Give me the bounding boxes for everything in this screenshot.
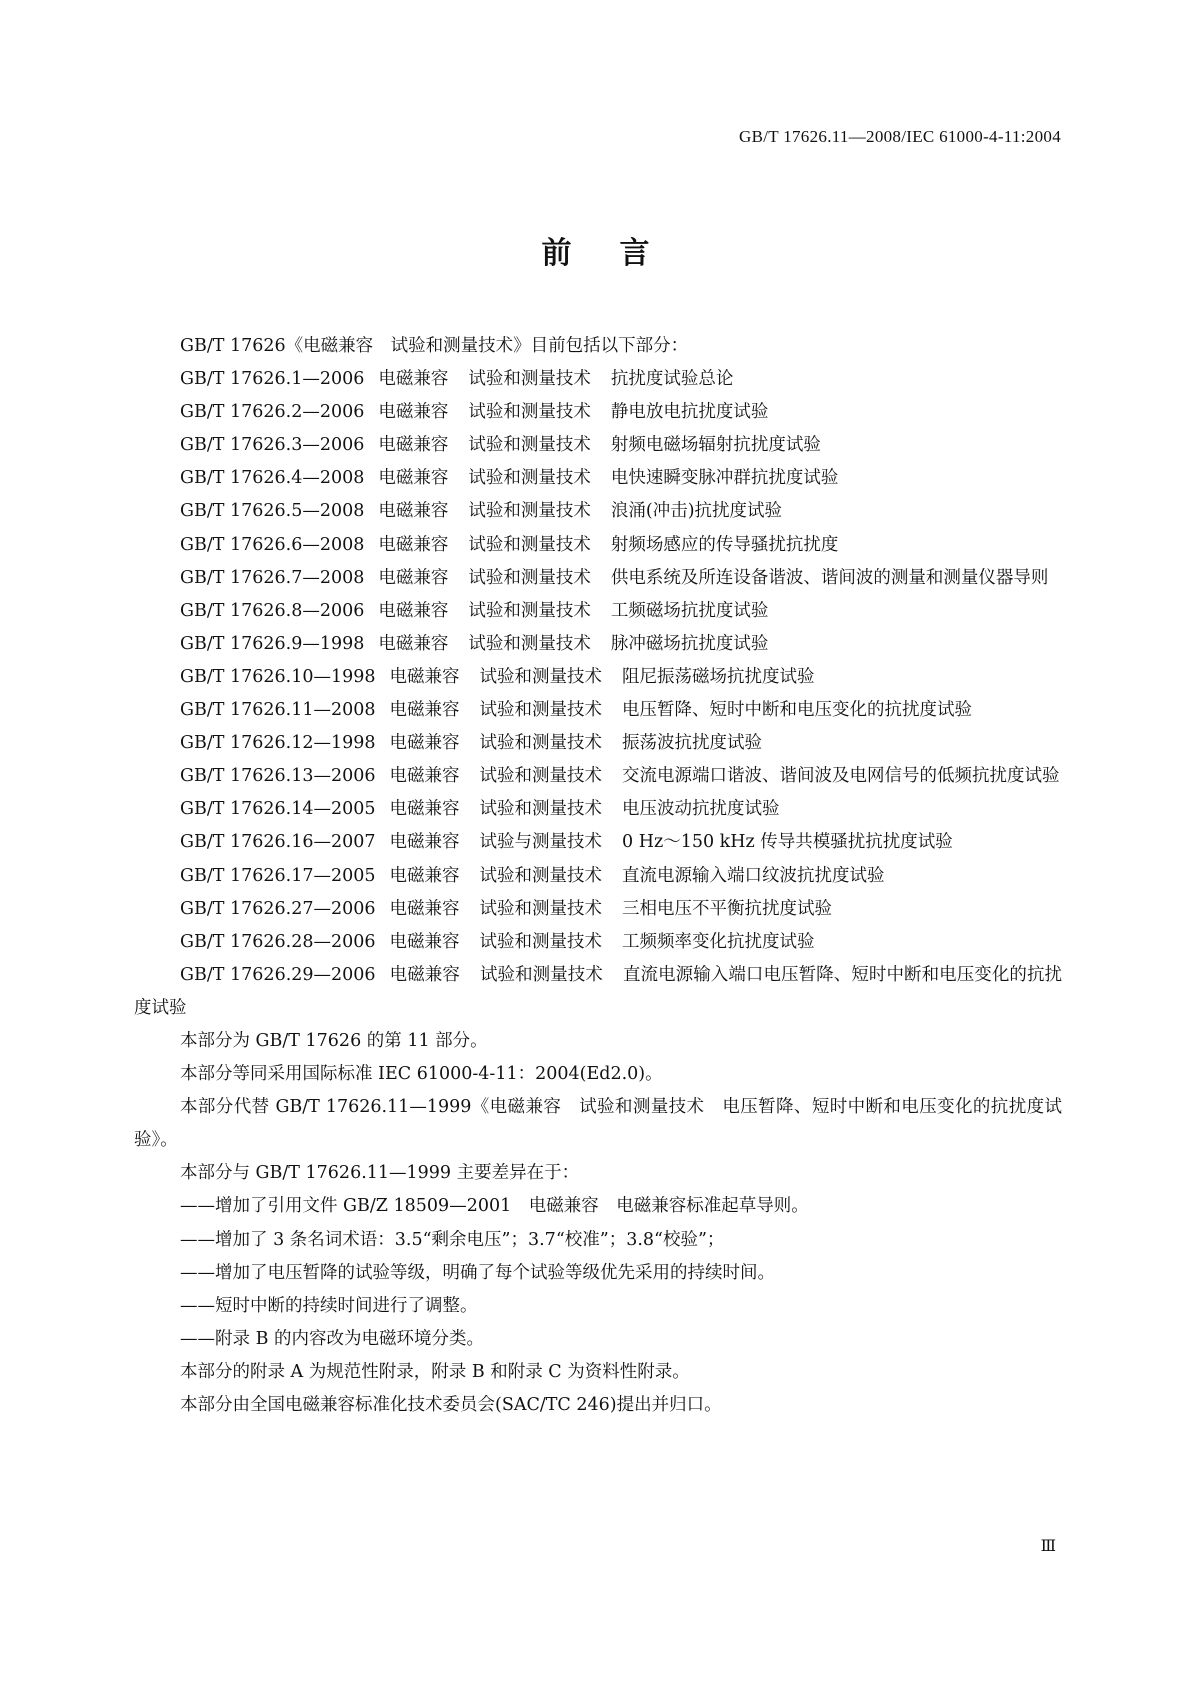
- part-sub: 试验和测量技术: [479, 865, 603, 886]
- part-sub: 试验和测量技术: [479, 733, 603, 754]
- part-code: GB/T 17626.12—1998: [180, 733, 376, 754]
- part-name: 电压波动抗扰度试验: [622, 799, 780, 820]
- part-series: 电磁兼容: [389, 865, 460, 886]
- part-series: 电磁兼容: [378, 633, 449, 654]
- part-code: GB/T 17626.3—2006: [180, 435, 365, 456]
- part-name: 电快速瞬变脉冲群抗扰度试验: [610, 468, 839, 489]
- title-char-2: 言: [619, 236, 650, 271]
- difference-item: ——增加了 3 条名词术语：3.5“剩余电压”；3.7“校准”；3.8“校验”；: [180, 1229, 725, 1250]
- standard-part-item: [134, 595, 1062, 628]
- part-sub: 试验和测量技术: [479, 766, 603, 787]
- part-name: 脉冲磁场抗扰度试验: [610, 633, 769, 654]
- standard-part-item: [134, 396, 1062, 429]
- part-code: GB/T 17626.17—2005: [180, 865, 376, 886]
- part-series: 电磁兼容: [378, 501, 449, 522]
- intro-paragraph: GB/T 17626《电磁兼容 试验和测量技术》目前包括以下部分：: [180, 336, 689, 356]
- part-name: 交流电源端口谐波、谐间波及电网信号的低频抗扰度试验: [622, 766, 1060, 787]
- part-sub: 试验和测量技术: [479, 666, 603, 687]
- difference-item: ——增加了引用文件 GB/Z 18509—2001 电磁兼容 电磁兼容标准起草导则。: [180, 1196, 809, 1217]
- part-code: GB/T 17626.8—2006: [180, 600, 365, 621]
- part-code: GB/T 17626.14—2005: [180, 799, 376, 820]
- part-code: GB/T 17626.29—2006: [180, 964, 376, 985]
- paragraph-annexes: 本部分的附录 A 为规范性附录，附录 B 和附录 C 为资料性附录。: [180, 1361, 690, 1382]
- page-number: Ⅲ: [1040, 1536, 1056, 1555]
- standard-part-item: [134, 363, 1062, 396]
- part-series: 电磁兼容: [389, 700, 460, 721]
- part-series: 电磁兼容: [389, 832, 460, 853]
- part-code: GB/T 17626.10—1998: [180, 666, 376, 687]
- part-name: 工频频率变化抗扰度试验: [622, 931, 815, 952]
- part-name: 供电系统及所连设备谐波、谐间波的测量和测量仪器导则: [610, 567, 1049, 588]
- part-name: 射频电磁场辐射抗扰度试验: [610, 435, 821, 456]
- part-code: GB/T 17626.1—2006: [180, 369, 365, 390]
- part-sub: 试验和测量技术: [468, 501, 591, 522]
- part-series: 电磁兼容: [389, 931, 460, 952]
- part-code: GB/T 17626.6—2008: [180, 534, 365, 555]
- part-sub: 试验和测量技术: [468, 468, 591, 489]
- standard-number-header: GB/T 17626.11—2008/IEC 61000-4-11:2004: [739, 127, 1061, 146]
- part-name: 阻尼振荡磁场抗扰度试验: [622, 666, 815, 687]
- part-sub: 试验和测量技术: [468, 567, 591, 588]
- part-series: 电磁兼容: [378, 369, 449, 390]
- part-sub: 试验和测量技术: [468, 435, 591, 456]
- part-sub: 试验和测量技术: [479, 964, 603, 985]
- part-sub: 试验和测量技术: [479, 898, 603, 919]
- part-sub: 试验与测量技术: [479, 832, 603, 853]
- part-code: GB/T 17626.27—2006: [180, 898, 376, 919]
- paragraph-replaces: 本部分代替 GB/T 17626.11—1999《电磁兼容 试验和测量技术 电压暂降、短时中断和电压变化的抗扰度试验》。: [134, 1097, 1062, 1151]
- paragraph-part-number: 本部分为 GB/T 17626 的第 11 部分。: [180, 1030, 488, 1051]
- part-name: 静电放电抗扰度试验: [610, 402, 769, 423]
- part-code: GB/T 17626.13—2006: [180, 766, 376, 787]
- paragraph-adoption: 本部分等同采用国际标准 IEC 61000-4-11：2004(Ed2.0)。: [180, 1064, 663, 1085]
- part-name: 直流电源输入端口纹波抗扰度试验: [622, 865, 885, 886]
- part-sub: 试验和测量技术: [468, 633, 591, 654]
- part-name: 电压暂降、短时中断和电压变化的抗扰度试验: [622, 700, 973, 721]
- standard-part-item: [134, 694, 1062, 727]
- standard-part-item: [134, 860, 1062, 893]
- standard-part-item: [134, 562, 1062, 595]
- part-code: GB/T 17626.7—2008: [180, 567, 365, 588]
- part-series: 电磁兼容: [389, 964, 460, 985]
- part-series: 电磁兼容: [378, 567, 449, 588]
- standard-part-item: [134, 793, 1062, 826]
- page-title: [0, 228, 1191, 272]
- part-sub: 试验和测量技术: [468, 369, 591, 390]
- part-code: GB/T 17626.16—2007: [180, 832, 376, 853]
- part-series: 电磁兼容: [378, 435, 449, 456]
- standard-part-item: [134, 893, 1062, 926]
- part-sub: 试验和测量技术: [468, 600, 591, 621]
- standard-part-item: [134, 959, 1062, 1025]
- part-code: GB/T 17626.28—2006: [180, 931, 376, 952]
- part-series: 电磁兼容: [389, 666, 460, 687]
- standard-part-item: [134, 760, 1062, 793]
- part-code: GB/T 17626.9—1998: [180, 633, 365, 654]
- part-series: 电磁兼容: [378, 600, 449, 621]
- part-series: 电磁兼容: [389, 898, 460, 919]
- difference-item: ——短时中断的持续时间进行了调整。: [180, 1295, 478, 1316]
- standard-part-item: [134, 462, 1062, 495]
- part-code: GB/T 17626.5—2008: [180, 501, 365, 522]
- part-sub: 试验和测量技术: [479, 700, 603, 721]
- standard-part-item: [134, 628, 1062, 661]
- part-name: 抗扰度试验总论: [610, 369, 734, 390]
- part-name: 0 Hz～150 kHz 传导共模骚扰抗扰度试验: [622, 832, 953, 853]
- part-name: 振荡波抗扰度试验: [622, 733, 763, 754]
- part-sub: 试验和测量技术: [468, 402, 591, 423]
- standard-part-item: [134, 661, 1062, 694]
- part-name: 三相电压不平衡抗扰度试验: [622, 898, 833, 919]
- standard-part-item: [134, 495, 1062, 528]
- paragraph-proposer: 本部分由全国电磁兼容标准化技术委员会(SAC/TC 246)提出并归口。: [180, 1395, 722, 1415]
- part-code: GB/T 17626.2—2006: [180, 402, 365, 423]
- part-sub: 试验和测量技术: [468, 534, 591, 555]
- part-series: 电磁兼容: [389, 766, 460, 787]
- difference-item: ——增加了电压暂降的试验等级，明确了每个试验等级优先采用的持续时间。: [180, 1262, 775, 1283]
- part-series: 电磁兼容: [378, 468, 449, 489]
- part-name: 直流电源输入端口电压暂降、短时中断和电压变化的抗扰度试验: [134, 964, 1063, 1018]
- part-code: GB/T 17626.11—2008: [180, 700, 376, 721]
- foreword-body: [134, 330, 1062, 1422]
- part-series: 电磁兼容: [378, 534, 449, 555]
- standard-part-item: [134, 926, 1062, 959]
- standard-part-item: [134, 529, 1062, 562]
- part-sub: 试验和测量技术: [479, 931, 603, 952]
- part-series: 电磁兼容: [378, 402, 449, 423]
- part-code: GB/T 17626.4—2008: [180, 468, 365, 489]
- standard-part-item: [134, 727, 1062, 760]
- part-name: 射频场感应的传导骚扰抗扰度: [610, 534, 839, 555]
- part-name: 工频磁场抗扰度试验: [610, 600, 769, 621]
- part-name: 浪涌(冲击)抗扰度试验: [610, 501, 783, 522]
- part-sub: 试验和测量技术: [479, 799, 603, 820]
- parts-list: [134, 363, 1062, 1025]
- title-char-1: 前: [541, 236, 572, 271]
- part-series: 电磁兼容: [389, 799, 460, 820]
- part-series: 电磁兼容: [389, 733, 460, 754]
- paragraph-differences: 本部分与 GB/T 17626.11—1999 主要差异在于：: [180, 1163, 580, 1184]
- difference-item: ——附录 B 的内容改为电磁环境分类。: [180, 1328, 484, 1349]
- standard-part-item: [134, 429, 1062, 462]
- standard-part-item: [134, 826, 1062, 859]
